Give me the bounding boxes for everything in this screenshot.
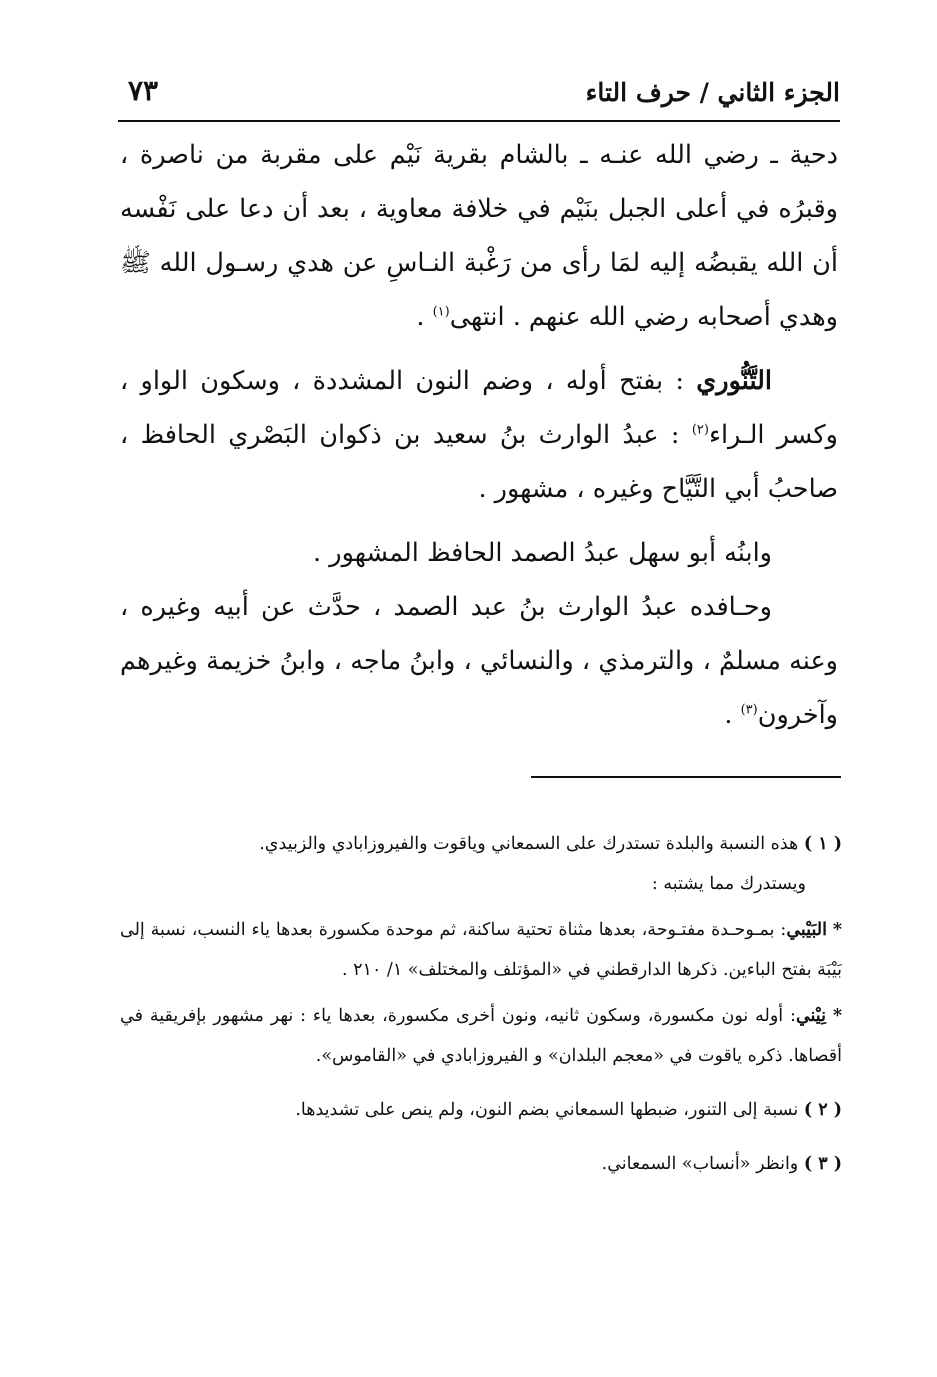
footnote-ref-3: (٣)	[740, 702, 758, 718]
entry-2-headword: نِيْني	[795, 1006, 826, 1026]
page-number: ٧٣	[128, 74, 159, 107]
entry-1-headword: البَيْبي	[786, 920, 827, 940]
footnote-1-entry-1	[120, 910, 842, 990]
footnote-3-number: ( ٣ )	[803, 1154, 842, 1174]
footnote-1-text: هذه النسبة والبلدة تستدرك على السمعاني وياقوت والفيروزابادي والزبيدي.	[259, 834, 799, 854]
footnote-ref-2: (٢)	[691, 422, 709, 438]
paragraph-1-end: .	[416, 302, 433, 332]
paragraph-2-text-b: : عبدُ الوارث بنُ سعيد بن ذكوان البَصْري الحافظ ، صاحبُ أبي التَّيَّاح وغيره ، مشهور .	[120, 420, 838, 504]
footnote-1-entry-2	[120, 996, 842, 1076]
page-header	[118, 72, 840, 122]
paragraph-3	[120, 526, 838, 580]
running-title: الجزء الثاني / حرف التاء	[585, 78, 840, 107]
footnote-separator	[531, 776, 841, 778]
entry-headword: التَّنُّوري	[696, 366, 772, 396]
star-icon: *	[832, 920, 842, 940]
paragraph-4-text: وحـافده عبدُ الوارث بنُ عبد الصمد ، حدَّث عن أبيه وغيره ، وعنه مسلمٌ ، والترمذي ، والنسائي ، وابنُ ماجه ، وابنُ خزيمة وغيرهم وآخرون	[120, 592, 838, 730]
footnote-2-text: نسبة إلى التنور، ضبطها السمعاني بضم النون، ولم ينص على تشديدها.	[295, 1100, 799, 1120]
footnotes	[120, 824, 842, 1184]
footnote-ref-1: (١)	[432, 304, 450, 320]
paragraph-4	[120, 580, 838, 742]
footnote-1	[120, 824, 842, 864]
footnote-1-subheading-text: ويستدرك مما يشتبه :	[651, 874, 806, 894]
paragraph-2	[120, 354, 838, 516]
paragraph-3-text: وابنُه أبو سهل عبدُ الصمد الحافظ المشهور .	[313, 538, 772, 568]
footnote-2-number: ( ٢ )	[803, 1100, 842, 1120]
entry-1-text: : بمـوحـدة مفتـوحة، بعدها مثناة تحتية ساكنة، ثم موحدة مكسورة بعدها ياء النسب، نسبة إلى بَيْبَة بفتح الباءين. ذكرها الدارقطني في «المؤتلف والمختلف» ١/ ٢١٠ .	[120, 920, 842, 980]
paragraph-1-text: دحية ـ رضي الله عنـه ـ بالشام بقرية نَيْم على مقربة من ناصرة ، وقبرُه في أعلى الجبل بنَيْم في خلافة معاوية ، بعد أن دعا على نَفْسه أن الله يقبضُه إليه لمَا رأى من رَغْبة النـاسِ عن هدي رسـول الله ﷺ وهدي أصحابه رضي الله عنهم . انتهى	[120, 140, 838, 332]
footnote-3-text: وانظر «أنساب» السمعاني.	[601, 1154, 799, 1174]
paragraph-4-end: .	[724, 700, 741, 730]
entry-2-text: : أوله نون مكسورة، وسكون ثانيه، ونون أخرى مكسورة، بعدها ياء : نهر مشهور بإفريقية في أقصاها. ذكره ياقوت في «معجم البلدان» و الفيروزابادي في «القاموس».	[120, 1006, 842, 1066]
paragraph-2-text-a: : بفتح أوله ، وضم النون المشددة ، وسكون الواو ، وكسر الـراء	[120, 366, 838, 450]
footnote-1-subheading	[120, 864, 842, 904]
footnote-3	[120, 1144, 842, 1184]
star-icon: *	[832, 1006, 842, 1026]
main-text	[120, 128, 838, 742]
footnote-2	[120, 1090, 842, 1130]
footnote-1-number: ( ١ )	[803, 834, 842, 854]
paragraph-1	[120, 128, 838, 344]
